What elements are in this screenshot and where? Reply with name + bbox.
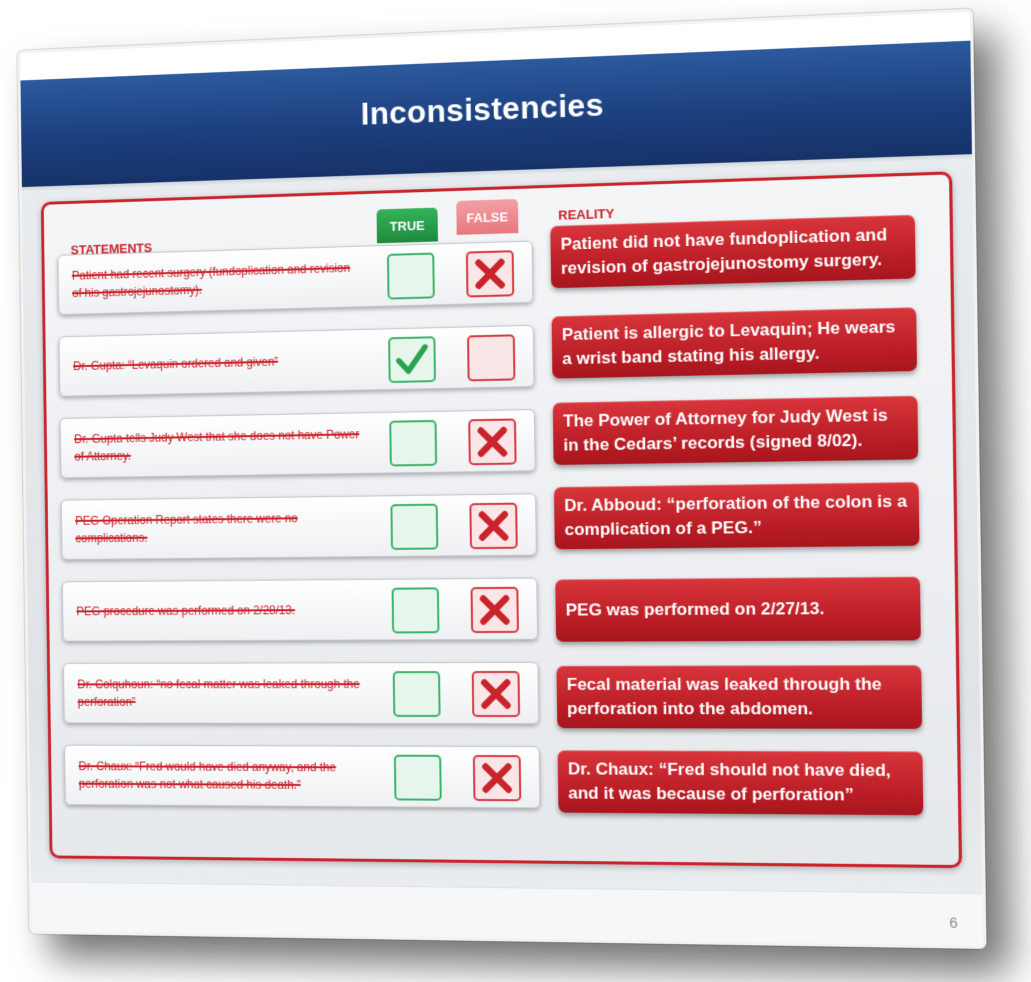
statement-text: PEG procedure was performed on 2/28/13. (76, 603, 296, 619)
true-checkbox[interactable] (389, 420, 437, 467)
reality-box: Dr. Abboud: “perforation of the colon is a complication of a PEG.” (554, 482, 920, 549)
false-checkbox[interactable] (466, 250, 514, 297)
slide (17, 9, 986, 949)
true-checkbox[interactable] (390, 504, 438, 550)
false-checkbox[interactable] (468, 418, 516, 465)
statement-row (59, 325, 535, 397)
false-checkbox[interactable] (473, 755, 521, 801)
true-checkbox[interactable] (388, 336, 436, 383)
slide-title: Inconsistencies (360, 85, 605, 132)
statement-text: Dr. Gupta: “Levaquin ordered and given” (73, 354, 279, 374)
true-checkbox[interactable] (393, 671, 441, 717)
reality-box: Dr. Chaux: “Fred should not have died, and it was because of perforation” (558, 750, 924, 815)
true-column-label: TRUE (377, 208, 438, 244)
x-mark-icon (475, 757, 519, 799)
statement-row (61, 493, 537, 560)
statement-row (62, 578, 538, 642)
x-mark-icon (470, 420, 514, 463)
statement-text: Patient had recent surgery (fundoplication and revision of his gastrojejunostomy). (71, 260, 351, 301)
false-checkbox[interactable] (472, 671, 520, 717)
false-checkbox[interactable] (469, 503, 517, 550)
statement-row (60, 409, 536, 478)
false-checkbox[interactable] (471, 587, 519, 633)
statement-text: Dr. Chaux: “Fred would have died anyway, and the perforation was not what caused his death.” (78, 759, 336, 792)
comparison-panel (41, 171, 962, 868)
statement-row (64, 745, 540, 809)
statements-header: STATEMENTS (70, 240, 153, 258)
slide-footer (31, 881, 983, 945)
x-mark-icon (473, 589, 517, 631)
true-checkbox[interactable] (387, 253, 435, 300)
statement-text: Dr. Colquhoun: “no fecal matter was leaked through the perforation” (77, 677, 360, 709)
statement-row (63, 662, 539, 724)
reality-box: Patient is allergic to Levaquin; He wears a wrist band stating his allergy. (552, 307, 917, 378)
statement-text: PEG Operation Report states there were no complications. (75, 511, 298, 546)
check-mark-icon (390, 338, 434, 381)
statement-row (58, 241, 534, 316)
false-column-label: FALSE (456, 199, 518, 235)
false-checkbox[interactable] (467, 334, 515, 381)
x-mark-icon (474, 673, 518, 715)
x-mark-icon (471, 505, 515, 548)
page-number: 6 (949, 914, 958, 932)
reality-box: The Power of Attorney for Judy West is in the Cedars’ records (signed 8/02). (553, 396, 919, 465)
reality-header: REALITY (558, 205, 615, 223)
x-mark-icon (468, 252, 512, 295)
statement-text: Dr. Gupta tells Judy West that she does not have Power of Attorney. (74, 427, 360, 464)
reality-box: Patient did not have fundoplication and revision of gastrojejunostomy surgery. (550, 215, 915, 289)
true-checkbox[interactable] (394, 755, 442, 801)
true-checkbox[interactable] (392, 587, 440, 633)
reality-box: Fecal material was leaked through the perforation into the abdomen. (556, 665, 922, 729)
reality-box: PEG was performed on 2/27/13. (555, 577, 921, 642)
